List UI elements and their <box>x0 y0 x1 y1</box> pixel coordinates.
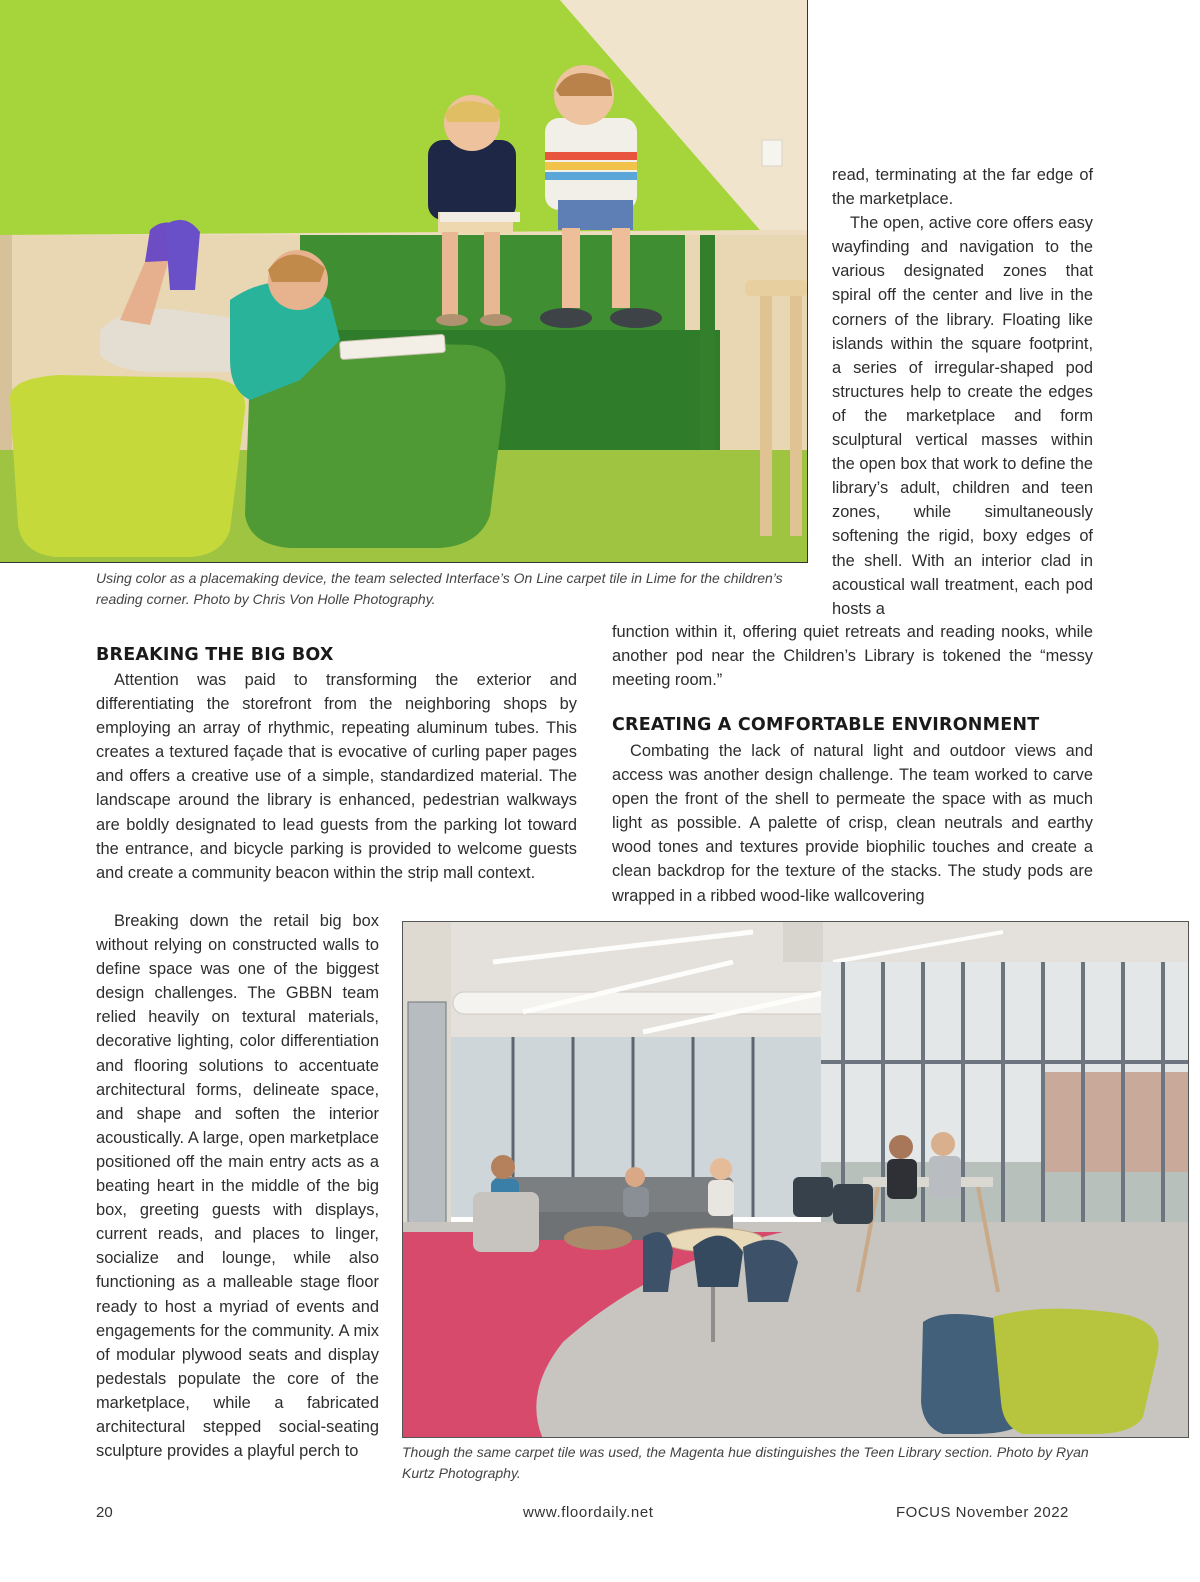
section1-body-para1 <box>96 668 577 885</box>
paragraph: Attention was paid to transforming the exterior and differentiating the storefront from the neighboring shops by employing an array of rhythmic, repeating aluminum tubes. This creates a textured façade that is evocative of curling paper pages and offers a creative use of a simple, standardized material. The landscape around the library is enhanced, pedestrian walkways are boldly designated to lead guests from the parking lot toward the entrance, and bicycle parking is provided to welcome guests and create a community beacon within the strip mall context. <box>96 671 577 882</box>
section-heading-comfortable-environment: CREATING A COMFORTABLE ENVIRONMENT <box>612 715 1040 735</box>
photo-children-reading-corner <box>0 0 808 563</box>
right-column-top-text <box>832 163 1093 621</box>
section2-body <box>612 739 1093 908</box>
paragraph: Breaking down the retail big box without relying on constructed walls to define space was one of the biggest design challenges. The GBBN team relied heavily on textural materials, decorative lighting, color differentiation and flooring solutions to accentuate architectural forms, delineate space, and shape and soften the interior acoustically. A large, open marketplace positioned off the main entry acts as a beating heart in the middle of the big box, greeting guests with displays, current reads, and places to linger, socialize and lounge, while also functioning as a malleable stage floor ready to host a myriad of events and engagements for the community. A mix of modular plywood seats and display pedestals populate the core of the marketplace, while a fabricated architectural stepped social-seating sculpture provides a playful perch to <box>96 912 379 1461</box>
page-number: 20 <box>96 1504 113 1521</box>
photo-teen-library <box>402 921 1189 1438</box>
paragraph: The open, active core offers easy wayfinding and navigation to the various designated zones that spiral off the center and live in the corners of the library. Floating like islands within the square footprint, a series of irregular-shaped pod structures help to create the edges of the marketplace and form sculptural vertical masses within the open box that work to define the library’s adult, children and teen zones, while simultaneously softening the rigid, boxy edges of the shell. With an interior clad in acoustical wall treatment, each pod hosts a <box>832 214 1093 618</box>
publication-info: FOCUS November 2022 <box>896 1504 1069 1521</box>
paragraph: function within it, offering quiet retreats and reading nooks, while another pod near the Children’s Library is tokened the “messy meeting room.” <box>612 623 1093 690</box>
paragraph: read, terminating at the far edge of the marketplace. <box>832 166 1093 209</box>
right-column-continuation <box>612 620 1093 692</box>
section-heading-breaking-big-box: BREAKING THE BIG BOX <box>96 645 334 665</box>
photo2-caption: Though the same carpet tile was used, the Magenta hue distinguishes the Teen Library section. Photo by Ryan Kurtz Photography. <box>402 1444 1089 1481</box>
website-link[interactable]: www.floordaily.net <box>523 1504 654 1521</box>
paragraph: Combating the lack of natural light and outdoor views and access was another design challenge. The team worked to carve open the front of the shell to permeate the space with as much light as possible. A palette of crisp, clean neutrals and earthy wood tones and textures provide biophilic touches and create a clean backdrop for the texture of the stacks. The study pods are wrapped in a ribbed wood-like wallcovering <box>612 742 1093 905</box>
photo1-caption: Using color as a placemaking device, the team selected Interface’s On Line carpet tile in Lime for the children’s reading corner. Photo by Chris Von Holle Photography. <box>96 570 783 607</box>
section1-body-para2 <box>96 909 379 1463</box>
